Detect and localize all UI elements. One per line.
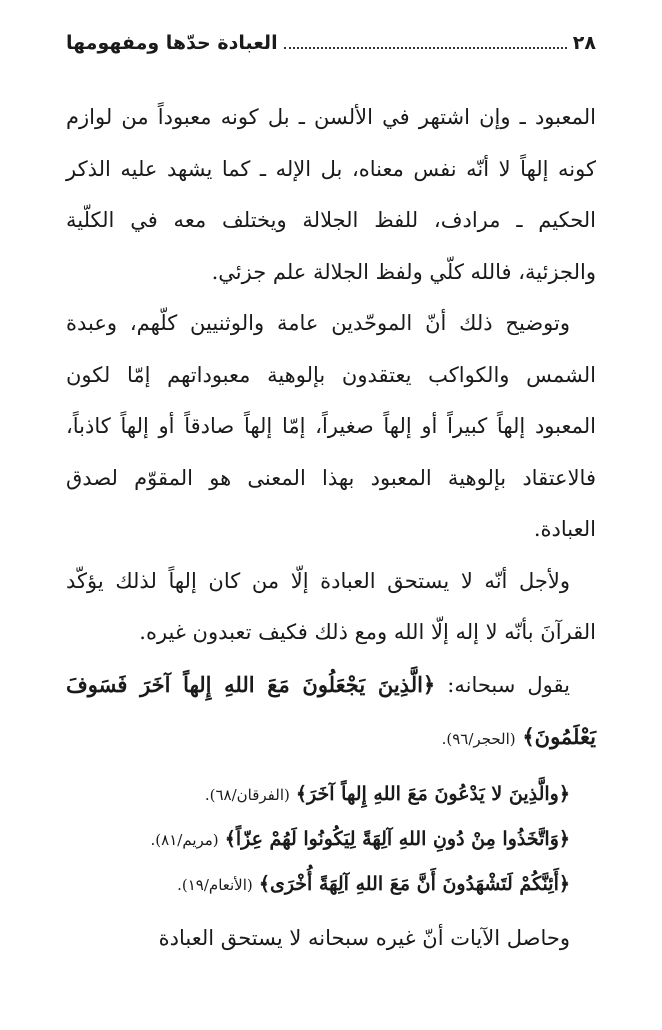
page-number: ٢٨: [572, 32, 596, 54]
verse-2-text: ﴿والَّذِينَ لا يَدْعُونَ مَعَ اللهِ إِلهاً آخَرَ﴾: [295, 782, 570, 805]
header-dot-leader: [284, 33, 567, 49]
paragraph-2: وتوضيح ذلك أنّ الموحّدين عامة والوثنيين كلّهم، وعبدة الشمس والكواكب يعتقدون بإلوهية معبوداتهم إمّا لكون المعبود إلهاً كبيراً أو إلهاً صغيراً، إمّا إلهاً صادقاً أو إلهاً كاذباً، فالاعتقاد بإلوهية المعبود بهذا المعنى هو المقوّم لصدق العبادة.: [66, 311, 596, 541]
verse-3-ref: (مريم/٨١).: [150, 830, 219, 849]
verse-3: [66, 817, 596, 862]
verse-1-text: ﴿الَّذِينَ يَجْعَلُونَ مَعَ اللهِ إِلهاً آخَرَ فَسَوفَ يَعْلَمُونَ﴾: [66, 671, 596, 749]
chapter-title: العبادة حدّها ومفهومها: [66, 32, 278, 54]
quote-intro: يقول سبحانه:: [447, 672, 570, 697]
closing-paragraph: وحاصل الآيات أنّ غيره سبحانه لا يستحق العبادة: [158, 925, 570, 950]
verse-1-ref: (الحجر/٩٦).: [441, 730, 516, 748]
page-body: [66, 92, 596, 964]
verse-2: [66, 772, 596, 817]
paragraph-3: ولأجل أنّه لا يستحق العبادة إلّا من كان إلهاً لذلك يؤكّد القرآنَ بأنّه لا إله إلّا الله ومع ذلك فكيف تعبدون غيره.: [66, 568, 596, 644]
verse-4-ref: (الأنعام/١٩).: [177, 875, 253, 894]
verse-2-ref: (الفرقان/٦٨).: [204, 785, 290, 804]
running-header: [66, 32, 596, 62]
quote-paragraph: [66, 659, 596, 766]
verse-4: [66, 862, 596, 907]
verse-3-text: ﴿وَاتَّخَذُوا مِنْ دُونِ اللهِ آلِهَةً لِيَكُونُوا لَهُمْ عِزّاً﴾: [224, 827, 570, 850]
paragraph-1: المعبود ـ وإن اشتهر في الألسن ـ بل كونه معبوداً من لوازم كونه إلهاً لا أنّه نفس معناه، بل الإله ـ كما يشهد عليه الذكر الحكيم ـ مرادف، للفظ الجلالة ويختلف معه في الكلّية والجزئية، فالله كلّي ولفظ الجلالة علم جزئي.: [66, 105, 596, 284]
verse-4-text: ﴿أَئِنَّكُمْ لَتَشْهَدُونَ أَنَّ مَعَ اللهِ آلِهَةً أُخْرَى﴾: [258, 872, 570, 895]
